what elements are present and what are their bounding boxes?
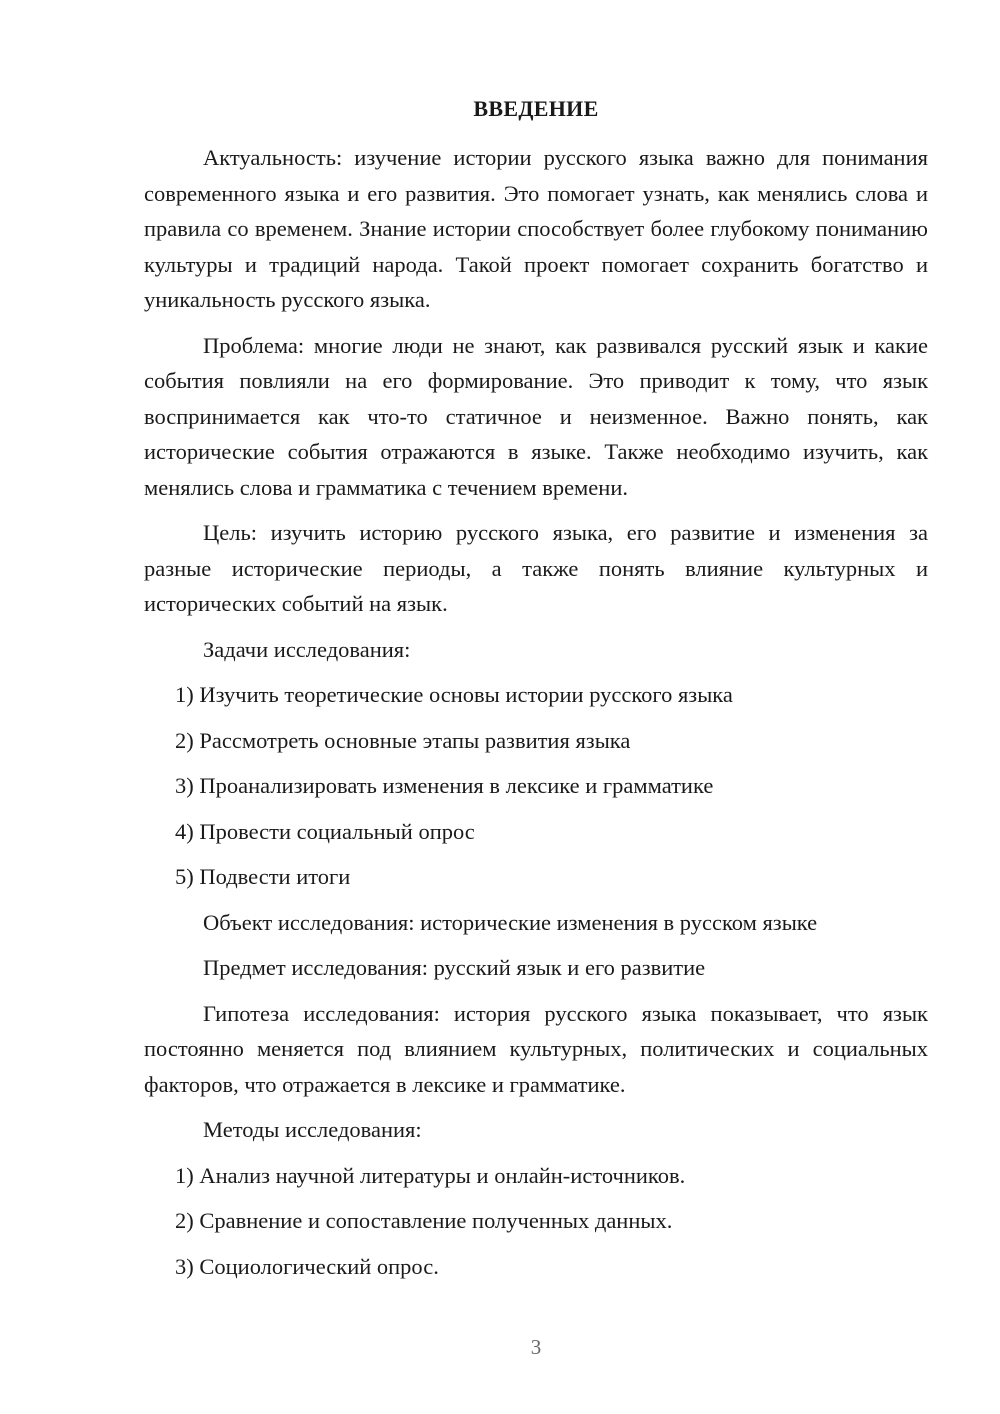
task-item: 4) Провести социальный опрос bbox=[175, 818, 475, 844]
task-item: 2) Рассмотреть основные этапы развития языка bbox=[175, 727, 631, 753]
page-number: 3 bbox=[530, 1335, 542, 1359]
relevance-paragraph: Актуальность: изучение истории русского языка важно для понимания современного языка и его развития. Это помогает узнать, как менялись слова и правила со временем. Знание истории способствует более глубокому пониманию культуры и традиций народа. Такой проект помогает сохранить богатство и уникальность русского языка. bbox=[144, 145, 928, 312]
goal-paragraph: Цель: изучить историю русского языка, его развитие и изменения за разные исторические периоды, а также понять влияние культурных и исторических событий на язык. bbox=[144, 520, 928, 616]
task-item: 3) Проанализировать изменения в лексике и грамматике bbox=[175, 773, 714, 798]
object-line: Объект исследования: исторические изменения в русском языке bbox=[203, 909, 818, 935]
method-item: 3) Социологический опрос. bbox=[175, 1253, 439, 1279]
task-item: 1) Изучить теоретические основы истории русского языка bbox=[175, 682, 733, 707]
problem-paragraph: Проблема: многие люди не знают, как развивался русский язык и какие события повлияли на его формирование. Это приводит к тому, что язык воспринимается как что-то статичное и неизменное. Важно понять, как исторические события отражаются в языке. Также необходимо изучить, как менялись слова и грамматика с течением времени. bbox=[144, 332, 928, 500]
task-item: 5) Подвести итоги bbox=[175, 864, 351, 889]
hypothesis-paragraph: Гипотеза исследования: история русского языка показывает, что язык постоянно меняется под влиянием культурных, политических и социальных факторов, что отражается в лексике и грамматике. bbox=[144, 1000, 928, 1097]
tasks-heading: Задачи исследования: bbox=[203, 636, 411, 662]
method-item: 1) Анализ научной литературы и онлайн-источников. bbox=[175, 1162, 686, 1188]
page-title: ВВЕДЕНИЕ bbox=[473, 96, 599, 121]
document-body bbox=[144, 140, 928, 1294]
subject-line: Предмет исследования: русский язык и его развитие bbox=[203, 955, 706, 980]
methods-heading: Методы исследования: bbox=[203, 1117, 422, 1142]
method-item: 2) Сравнение и сопоставление полученных данных. bbox=[175, 1208, 673, 1233]
